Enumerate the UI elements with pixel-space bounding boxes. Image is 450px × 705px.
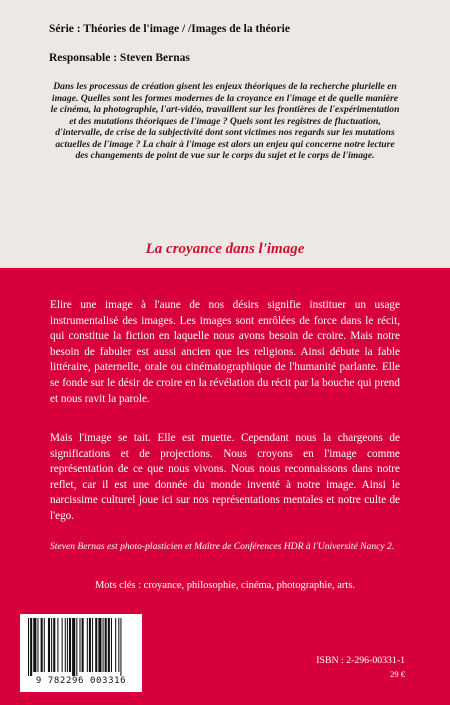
barcode-bar bbox=[76, 618, 77, 676]
barcode-bar bbox=[53, 618, 55, 672]
barcode-bar bbox=[79, 618, 80, 672]
barcode-bar bbox=[51, 618, 52, 672]
top-panel bbox=[0, 0, 450, 268]
barcode-bar bbox=[115, 618, 116, 672]
author-note: Steven Bernas est photo-plasticien et Maître de Conférences HDR à l'Université Nancy 2. bbox=[50, 541, 395, 552]
book-title: La croyance dans l'image bbox=[145, 241, 305, 257]
barcode-bar bbox=[65, 618, 66, 672]
barcode-bars-icon bbox=[28, 618, 134, 676]
barcode-bar bbox=[48, 618, 50, 672]
abstract-text: Dans les processus de création gisent les enjeux théoriques de la recherche plurielle en image. Quelles sont les formes modernes de la croyance en l'image et de quelle manière le cinéma, la photographie, l'art-vidéo, travaillent sur les frontières de l'expérimentation et des mutations théoriques de l'image ? Quels sont les registres de fluctuation, d'intervalle, de crise de la subjectivité dont sont victimes nos regards sur les mutations actuelles de l'image ? La chair à l'image est alors un enjeu qui concerne notre lecture des changements de point de vue sur le corps du sujet et le corps de l'image. bbox=[50, 81, 400, 161]
barcode-bar bbox=[103, 618, 104, 672]
responsable-line: Responsable : Steven Bernas bbox=[49, 52, 190, 64]
barcode-bar bbox=[89, 618, 91, 672]
barcode-bar bbox=[28, 618, 29, 676]
barcode-bar bbox=[69, 618, 71, 672]
barcode-bar bbox=[82, 618, 84, 672]
barcode-bar bbox=[30, 618, 32, 676]
price-label: 29 € bbox=[390, 669, 405, 679]
barcode-bar bbox=[95, 618, 97, 672]
barcode-bar bbox=[67, 618, 68, 672]
barcode-digits: 9 782296 003316 bbox=[35, 676, 127, 686]
barcode-bar bbox=[41, 618, 43, 672]
isbn-label: ISBN : 2-296-00331-1 bbox=[316, 655, 405, 666]
barcode-bar bbox=[62, 618, 63, 672]
body-paragraph-2: Mais l'image se tait. Elle est muette. Cependant nous la chargeons de significations et de projections. Nous croyons en l'image comme représentation de ce que nous vivons. Nous nous reconnaissons dans notre reflet, car il est une donnée du monde inventé à notre image. Ainsi le narcissime culturel joue ici sur nos représentations mentales et notre culte de l'ego. bbox=[50, 432, 400, 522]
keywords-line: Mots clés : croyance, philosophie, cinéma, photographie, arts. bbox=[94, 580, 356, 591]
barcode-bar bbox=[118, 618, 119, 672]
barcode bbox=[20, 614, 142, 692]
barcode-bar bbox=[120, 618, 121, 676]
barcode-bar bbox=[108, 618, 110, 672]
barcode-bar bbox=[98, 618, 101, 672]
barcode-bar bbox=[37, 618, 38, 672]
barcode-bar bbox=[105, 618, 107, 672]
barcode-bar bbox=[92, 618, 93, 672]
barcode-bar bbox=[111, 618, 112, 672]
barcode-bar bbox=[57, 618, 58, 672]
barcode-bar bbox=[33, 618, 36, 672]
series-line: Série : Théories de l'image / /Images de la théorie bbox=[49, 23, 290, 35]
body-paragraph-1: Elire une image à l'aune de nos désirs signifie instituer un usage instrumentalisé des images. Les images sont enrôlées de force dans le récit, qui constitue la fiction en laquelle nous avons besoin de croire. Mais notre besoin de fabuler est aussi ancien que les religions. Ainsi débute la fable littéraire, paternelle, orale ou cinématographique de l'humanité parlante. Elle se fonde sur le désir de croire en la révélation du récit par la bouche qui prend et nous ravit la parole. bbox=[50, 299, 400, 405]
barcode-bar bbox=[44, 618, 45, 672]
barcode-bar bbox=[87, 618, 88, 672]
barcode-bar bbox=[72, 618, 75, 676]
